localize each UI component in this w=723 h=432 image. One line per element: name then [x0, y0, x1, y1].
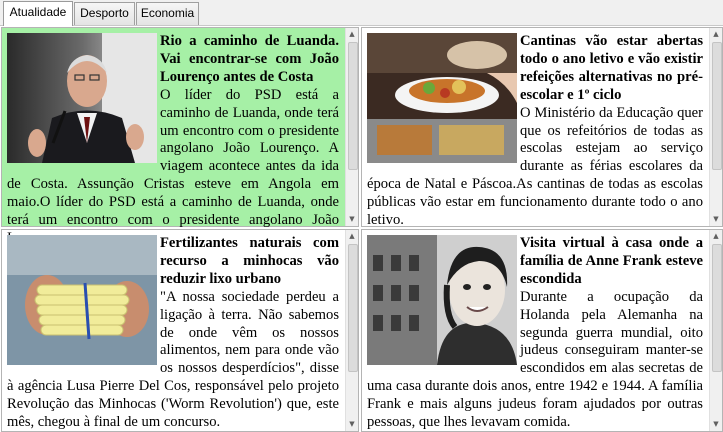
- scroll-down-icon[interactable]: ▼: [713, 420, 719, 428]
- scrollbar-thumb[interactable]: [712, 42, 722, 170]
- news-article-2[interactable]: [361, 27, 723, 227]
- article-title[interactable]: Rio a caminho de Luanda. Vai encontrar-se com João Lourenço antes de Costa: [160, 33, 339, 85]
- article-content: [362, 28, 709, 229]
- scrollbar-thumb[interactable]: [712, 244, 722, 372]
- scroll-down-icon[interactable]: ▼: [713, 215, 719, 223]
- news-grid: [0, 26, 723, 432]
- news-article-3[interactable]: [1, 229, 359, 432]
- scroll-up-icon[interactable]: ▲: [713, 30, 719, 38]
- article-content: [2, 230, 345, 431]
- scrollbar-thumb[interactable]: [348, 42, 358, 170]
- article-body: O Ministério da Educação quer que os refeitórios de todas as escolas estejam ao serviço durante as férias escolares da época de Natal e Páscoa.As cantinas de todas as escolas públicas vão estar em funcionamento durante todo o ano letivo.: [367, 104, 703, 229]
- article-body: Durante a ocupação da Holanda pela Alemanha na segunda guerra mundial, oito judeus conseguiram manter-se escondidos em alas secretas de uma casa durante dois anos, entre 1942 e 1944. A família Frank e mais alguns judeus foram ajudados por outras pessoas, que lhes levavam comida.: [367, 288, 703, 431]
- news-article-1[interactable]: [1, 27, 359, 227]
- tab-economia[interactable]: Economia: [136, 2, 199, 25]
- article-title[interactable]: Visita virtual à casa onde a família de Anne Frank esteve escondida: [520, 235, 703, 287]
- article-content: [362, 230, 709, 431]
- article-content: [2, 28, 345, 229]
- article-title[interactable]: Cantinas vão estar abertas todo o ano letivo e vão existir refeições alternativas no pré-escolar e 1º ciclo: [520, 33, 703, 103]
- article-body: O líder do PSD está a caminho de Luanda, onde terá um encontro com o presidente angolano João Lourenço. A viagem acontece antes da ida de Costa. Assunção Cristas esteve em Angola em maio.O líder do PSD está a caminho de Luanda, onde terá um encontro com o presidente angolano João: [7, 86, 339, 229]
- tab-bar: [0, 0, 723, 26]
- scrollbar-thumb[interactable]: [348, 244, 358, 372]
- tab-atualidade[interactable]: Atualidade: [3, 1, 73, 26]
- scroll-up-icon[interactable]: ▲: [349, 232, 355, 240]
- article-image-anne-frank[interactable]: [367, 235, 517, 365]
- vertical-scrollbar[interactable]: [709, 230, 722, 431]
- tab-desporto[interactable]: Desporto: [74, 2, 135, 25]
- scroll-down-icon[interactable]: ▼: [349, 215, 355, 223]
- scroll-up-icon[interactable]: ▲: [713, 232, 719, 240]
- article-image-worms[interactable]: [7, 235, 157, 365]
- article-title[interactable]: Fertilizantes naturais com recurso a minhocas vão reduzir lixo urbano: [160, 235, 339, 287]
- article-body: "A nossa sociedade perdeu a ligação à terra. Não sabemos de onde vêm os nossos alimentos, nem para onde vão os nossos desperdícios", disse à agência Lusa Pierre Del Cos, responsável pelo projeto Revolução das Minhocas ('Worm Revolution') que, este mês, chegou à final de um concurso.: [7, 288, 339, 431]
- scroll-up-icon[interactable]: ▲: [349, 30, 355, 38]
- article-image-canteen[interactable]: [367, 33, 517, 163]
- news-article-4[interactable]: [361, 229, 723, 432]
- vertical-scrollbar[interactable]: [345, 28, 358, 226]
- vertical-scrollbar[interactable]: [709, 28, 722, 226]
- vertical-scrollbar[interactable]: [345, 230, 358, 431]
- scroll-down-icon[interactable]: ▼: [349, 420, 355, 428]
- article-image-politician[interactable]: [7, 33, 157, 163]
